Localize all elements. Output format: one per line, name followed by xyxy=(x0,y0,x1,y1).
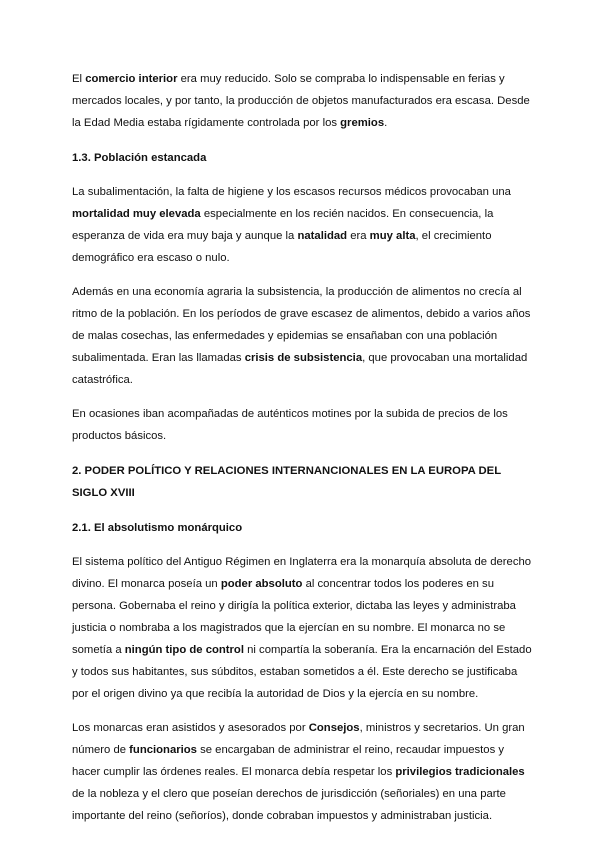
bold-term: mortalidad muy elevada xyxy=(72,208,201,220)
paragraph-mortalidad: La subalimentación, la falta de higiene y los escasos recursos médicos provocaban una mortalidad muy elevada especialmente en los recién nacidos. En consecuencia, la esperanza de vida era muy baja y aunque la natalidad era muy alta, el crecimiento demográfico era escaso o nulo. xyxy=(72,186,511,264)
paragraph-comercio-interior: El comercio interior era muy reducido. Solo se compraba lo indispensable en ferias y mercados locales, y por tanto, la producción de objetos manufacturados era escasa. Desde la Edad Media estaba rígidamente controlada por los gremios. xyxy=(72,73,530,129)
paragraph-consejos: Los monarcas eran asistidos y asesorados por Consejos, ministros y secretarios. Un gran número de funcionarios se encargaban de administrar el reino, recaudar impuestos y hacer cumplir las órdenes reales. El monarca debía respetar los privilegios tradicionales de la nobleza y el clero que poseían derechos de jurisdicción (señoriales) en una parte importante del reino (señoríos), donde cobraban impuestos y administraban justicia. xyxy=(72,722,525,822)
bold-term: privilegios tradicionales xyxy=(395,766,525,778)
bold-term: funcionarios xyxy=(129,744,197,756)
paragraph-motines: En ocasiones iban acompañadas de auténticos motines por la subida de precios de los productos básicos. xyxy=(72,408,508,442)
bold-term: natalidad xyxy=(297,230,348,242)
paragraph-crisis-subsistencia: Además en una economía agraria la subsistencia, la producción de alimentos no crecía al ritmo de la población. En los períodos de grave escasez de alimentos, debido a varios años de malas cosechas, las enfermedades y epidemias se ensañaban con una población subalimentada. Eran las llamadas crisis de subsistencia, que provocaban una mortalidad catastrófica. xyxy=(72,286,531,386)
section-heading-2-1: 2.1. El absolutismo monárquico xyxy=(72,522,243,534)
document-page xyxy=(72,68,532,827)
bold-term: ningún tipo de control xyxy=(124,644,244,656)
paragraph-absolutismo: El sistema político del Antiguo Régimen en Inglaterra era la monarquía absoluta de derecho divino. El monarca poseía un poder absoluto al concentrar todos los poderes en su persona. Gobernaba el reino y dirigía la política exterior, dictaba las leyes y administraba justicia o nombraba a los magistrados que la ejercían en su nombre. El monarca no se sometía a ningún tipo de control ni compartía la soberanía. Era la encarnación del Estado y todos sus habitantes, sus súbditos, estaban sometidos a él. Este derecho se justificaba por el origen divino ya que recibía la autoridad de Dios y la ejercía en su nombre. xyxy=(72,556,532,700)
bold-term: crisis de subsistencia xyxy=(244,352,363,364)
bold-term: Consejos xyxy=(308,722,360,734)
bold-term: muy alta xyxy=(369,230,416,242)
section-heading-2: 2. PODER POLÍTICO Y RELACIONES INTERNANCIONALES EN LA EUROPA DEL SIGLO XVIII xyxy=(72,465,501,499)
section-heading-1-3: 1.3. Población estancada xyxy=(72,152,207,164)
bold-term: comercio interior xyxy=(85,73,178,85)
bold-term: gremios xyxy=(340,117,385,129)
bold-term: poder absoluto xyxy=(220,578,303,590)
